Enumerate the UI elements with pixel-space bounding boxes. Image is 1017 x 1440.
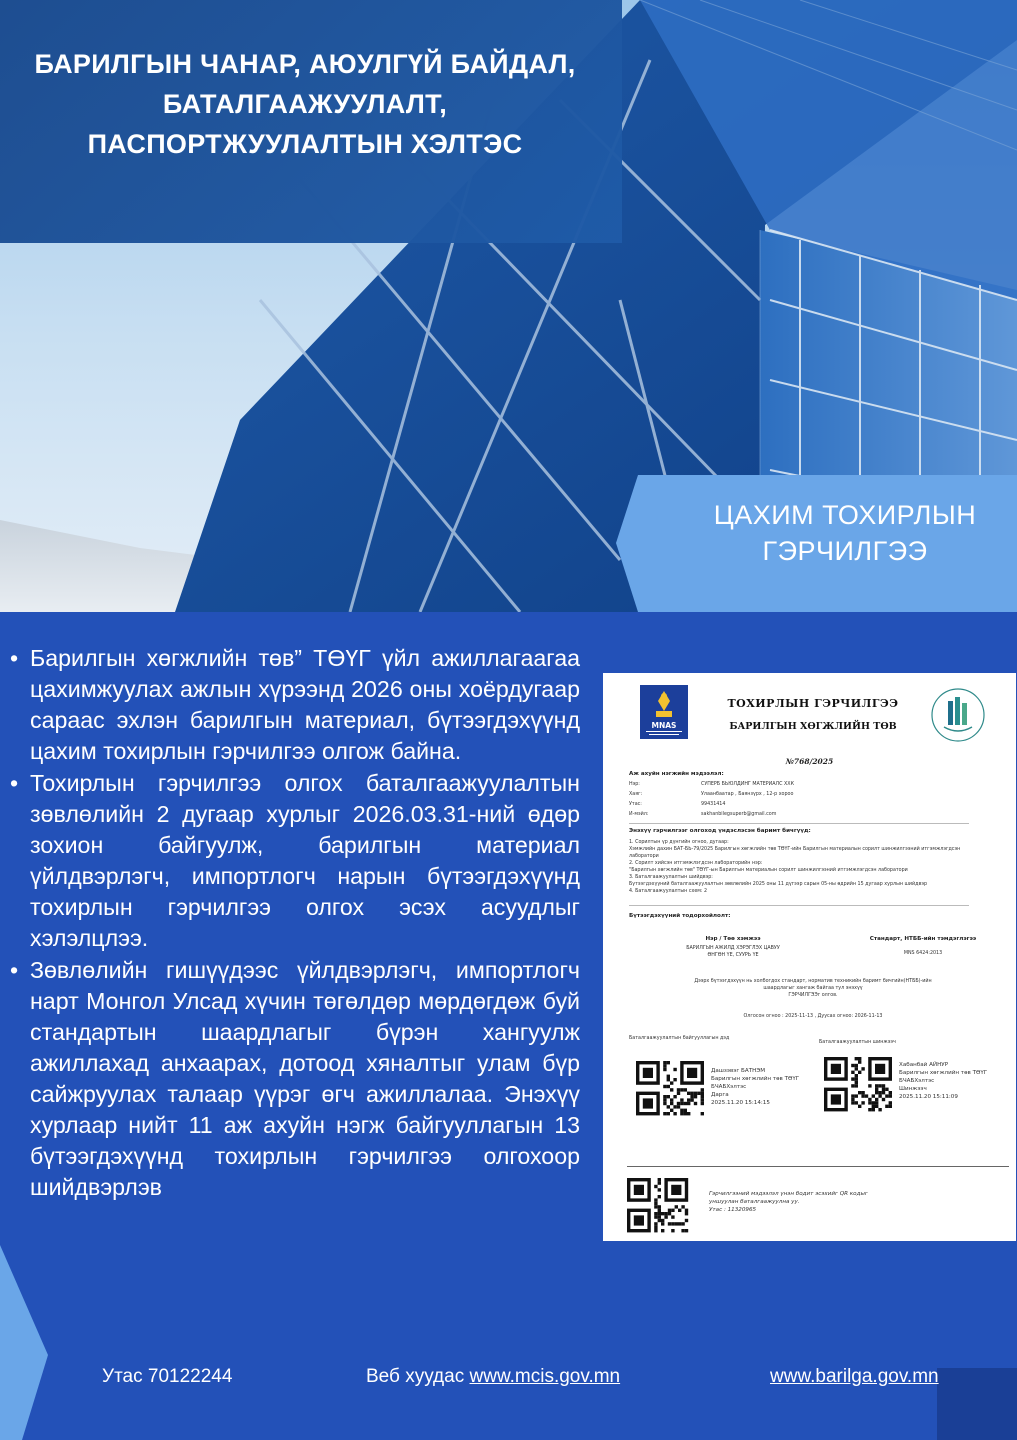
qr-code-icon [636,1061,704,1117]
product-section-heading: Бүтээгдэхүүний тодорхойлолт: [629,913,731,919]
bullet-icon: • [10,770,19,796]
divider [627,1166,1009,1167]
news-text [8,643,580,1204]
certificate-image [603,673,1016,1241]
sig-line: Барилгын хөгжлийн төв ТӨҮГ [899,1070,988,1076]
row-key: Утас: [629,802,642,807]
qr-code-icon [627,1178,689,1234]
sig-line: Дарга [711,1092,729,1098]
paragraph-text: Барилгын хөгжлийн төв” ТӨҮГ үйл ажиллагаагаа цахимжуулах ажлын хүрээнд 2026 оны хоёрдугаар сараас эхлэн барилгын материал, бүтээгдэхүүнд цахим тохирлын гэрчилгээ олгож байна. [30,645,580,764]
validity-dates: Олгосон огноо : 2025-11-13 , Дуусах огноо: 2026-11-13 [743,1014,883,1019]
paragraph-text: Тохирлын гэрчилгээ олгох баталгаажуулалтын зөвлөлийн 2 дугаар хурлыг 2026.03.31-ний өдөр зохион байгуулж, барилгын материал үйлдвэрлэгч, импортлогч нарын бүтээгдэхүүнд тохирлын гэрчилгээ олгох эсэх асуудлыг хэлэлцлээ. [30,770,580,951]
basis-line: Бүтээгдэхүүний баталгаажуулалтын зөвлөлийн 2025 оны 11 дүгээр сарын 05-ны өдрийн 15 дугаар хурлын шийдвэр [629,882,927,887]
cert-footer-line: Утас : 11320965 [709,1207,757,1213]
title-line: ПАСПОРТЖУУЛАЛТЫН ХЭЛТЭС [87,129,523,159]
basis-line: 1. Сорилтын үр дүнгийн огноо, дугаар: [629,840,729,845]
row-value: Улаанбаатар , Баянзүрх , 12-р хороо [701,792,794,797]
product-standard: MNS 6424:2013 [903,951,943,956]
conformity-line: ГЭРЧИЛГЭЭг олгов. [788,993,838,998]
sig-line: БЧАБХэлтэс [899,1078,935,1084]
signer-caption: Баталгаажуулалтын байгууллагын дэд [629,1036,730,1041]
sig-line: Шинжээч [899,1086,927,1092]
badge-title [680,497,1010,569]
paragraph-text: Зөвлөлийн гишүүдээс үйлдвэрлэгч, импортлогч нарт Монгол Улсад хүчин төгөлдөр мөрдөгдөж буй стандартын шаардлагыг бүрэн хангуулж ажиллахад анхаарах, дотоод хяналтыг улам бүр сайжруулах талаар үүрэг өгч ажиллалаа. Энэхүү хурлаар нийт 11 аж ахуйн нэгж байгууллагын 13 бүтээгдэхүүнд тохирлын гэрчилгээ олгохоор шийдвэрлэв [30,957,580,1200]
cert-footer-line: уншуулан баталгаажуулна уу. [709,1199,800,1205]
product-col-header: Нэр / Төө хэмжээ [705,936,761,942]
row-value: СУПЕРБ БЬЮЛДИНГ МАТЕРИАЛС ХХК [701,782,794,787]
bullet-paragraph [8,768,580,954]
conformity-line: шаардлагыг хангаж байгаа тул энэхүү [763,986,863,991]
certificate-footer [709,1190,868,1214]
sig-line: 2025.11.20 15:14:15 [711,1100,770,1106]
sig-line: Дашзэвэг БАТНЭМ [711,1068,766,1074]
website-label: Веб хуудас [366,1366,470,1387]
basis-line: "Барилгын хөгжлийн төв" ТӨҮГ-ын Барилгын материалын сорилт шинжилгээний итгэмжлэгдсэн лаборатори [629,868,908,873]
conformity-statement [643,978,983,999]
footer-phone: Утас 70122244 [102,1366,233,1387]
sig-line: 2025.11.20 15:11:09 [899,1094,958,1100]
title-line: БАРИЛГЫН ЧАНАР, АЮУЛГҮЙ БАЙДАЛ, [34,49,576,79]
basis-line: 3. Баталгаажуулалтын шийдвэр: [629,875,713,880]
certificate-issuer: БАРИЛГЫН ХӨГЖЛИЙН ТӨВ [729,721,897,732]
decorative-shape [0,1245,60,1440]
badge-line: ЦАХИМ ТОХИРЛЫН [713,500,977,530]
basis-line: Хэмжлийн дахин БАТ-БЬ-79/2025 Барилгын хөгжлийн төв ТӨҮГ-ийн Барилгын материалын сорилт шинжилгээний итгэмжлэгдсэн лаборатори [629,847,961,859]
signature-block [711,1067,799,1107]
barilga-link[interactable]: www.barilga.gov.mn [770,1366,939,1387]
page-title [0,44,610,164]
mnas-logo-text: MNAS [651,721,677,730]
certificate-title: ТОХИРЛЫН ГЭРЧИЛГЭЭ [727,697,899,710]
website-link[interactable]: www.mcis.gov.mn [469,1366,621,1387]
badge-line: ГЭРЧИЛГЭЭ [762,536,928,566]
signature-block [899,1061,987,1101]
row-value: 99431414 [701,802,726,807]
product-name-line: БАРИЛГЫН АЖИЛД ХЭРЭГЛЭХ ЦАВУУ [686,946,780,951]
sig-line: Хабанбай АЙНУР [899,1062,949,1068]
sig-line: Барилгын хөгжлийн төв ТӨҮГ [711,1076,800,1082]
conformity-line: Дээрх бүтээгдэхүүн нь холбогдох стандарт, норматив техникийн баримт бичгийн(НТББ)-ийн [694,979,932,984]
footer-link2 [770,1366,939,1388]
row-key: Нэр: [629,782,640,787]
divider [629,905,969,906]
barilga-logo-icon [930,687,986,743]
basis-line: 4. Баталгаажуулалтын схем: 2 [629,889,708,894]
decorative-shape [937,1368,1017,1440]
mnas-logo-icon [640,685,688,739]
bullet-icon: • [10,645,19,671]
certificate-number: №768/2025 [785,757,834,766]
bullet-paragraph [8,643,580,767]
footer-website [366,1366,620,1388]
bullet-icon: • [10,957,19,983]
title-line: БАТАЛГААЖУУЛАЛТ, [162,89,448,119]
qr-code-icon [824,1057,892,1113]
sig-line: БЧАБХэлтэс [711,1084,747,1090]
signer-caption: Баталгаажуулалтын шинжээч [819,1040,896,1045]
product-name-line: ӨНГӨН ҮЕ, СУУРЬ ҮЕ [707,953,759,958]
divider [629,823,969,824]
cert-footer-line: Гэрчилгээний мэдээлэл үнэн бодит эсэхийг QR кодыг [709,1191,868,1197]
basis-line: 2. Сорилт хийсэн итгэмжлэгдсэн лабораторийн нэр: [629,861,763,866]
bullet-paragraph [8,955,580,1203]
basis-section-heading: Энэхүү гэрчилгээг олгоход үндэслэсэн баримт бичгүүд: [629,828,811,834]
product-name [643,945,823,959]
row-key: Хаяг: [629,792,643,797]
row-key: И-мэйл: [629,812,649,817]
standard-col-header: Стандарт, НТББ-ийн тэмдэглэгээ [869,936,977,942]
basis-list [629,839,989,895]
company-section-heading: Аж ахуйн нэгжийн мэдээлэл: [629,771,724,777]
row-value: sakhanbilegsuperb@gmail.com [701,812,777,817]
hero-image [0,0,1017,612]
